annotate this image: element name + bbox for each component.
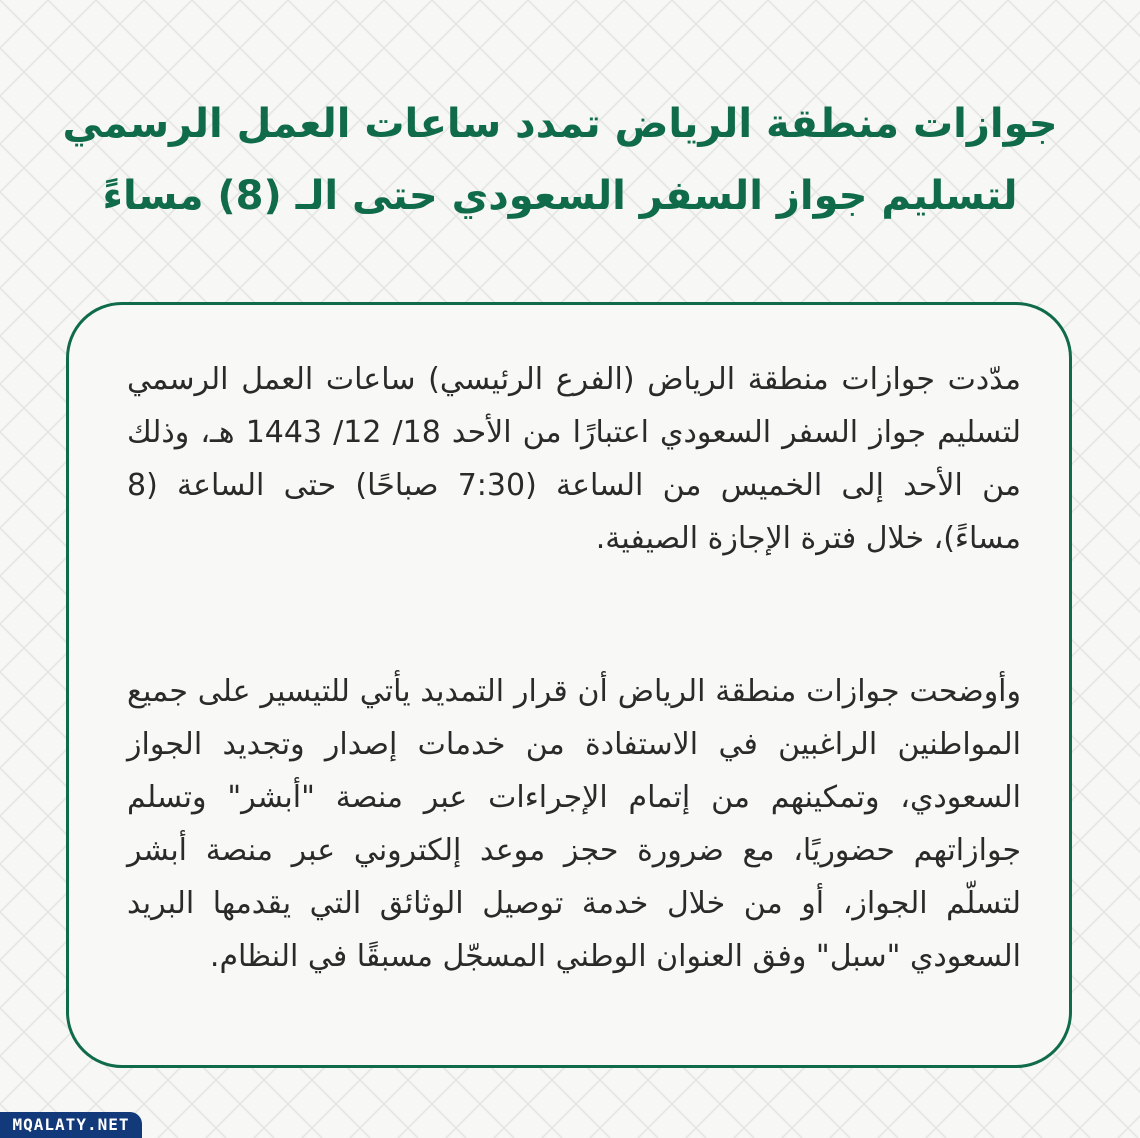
body-paragraph-1: مدّدت جوازات منطقة الرياض (الفرع الرئيسي) ساعات العمل الرسمي لتسليم جواز السفر السعودي اعتبارًا من الأحد 18/ 12/ 1443 هـ، وذلك من الأحد إلى الخميس من الساعة (7:30 صباحًا) حتى الساعة (8 مساءً)، خلال فترة الإجازة الصيفية. bbox=[127, 362, 1021, 556]
headline-line-1: جوازات منطقة الرياض تمدد ساعات العمل الرسمي bbox=[62, 101, 1058, 147]
headline-line-2: لتسليم جواز السفر السعودي حتى الـ (8) مساءً bbox=[102, 173, 1018, 219]
headline bbox=[40, 88, 1080, 232]
content-card bbox=[66, 302, 1072, 1068]
site-watermark: MQALATY.NET bbox=[0, 1112, 142, 1138]
body-paragraph-2: وأوضحت جوازات منطقة الرياض أن قرار التمديد يأتي للتيسير على جميع المواطنين الراغبين في الاستفادة من خدمات إصدار وتجديد الجواز السعودي، وتمكينهم من إتمام الإجراءات عبر منصة "أبشر" وتسلم جوازاتهم حضوريًا، مع ضرورة حجز موعد إلكتروني عبر منصة أبشر لتسلّم الجواز، أو من خلال خدمة توصيل الوثائق التي يقدمها البريد السعودي "سبل" وفق العنوان الوطني المسجّل مسبقًا في النظام. bbox=[127, 674, 1021, 974]
